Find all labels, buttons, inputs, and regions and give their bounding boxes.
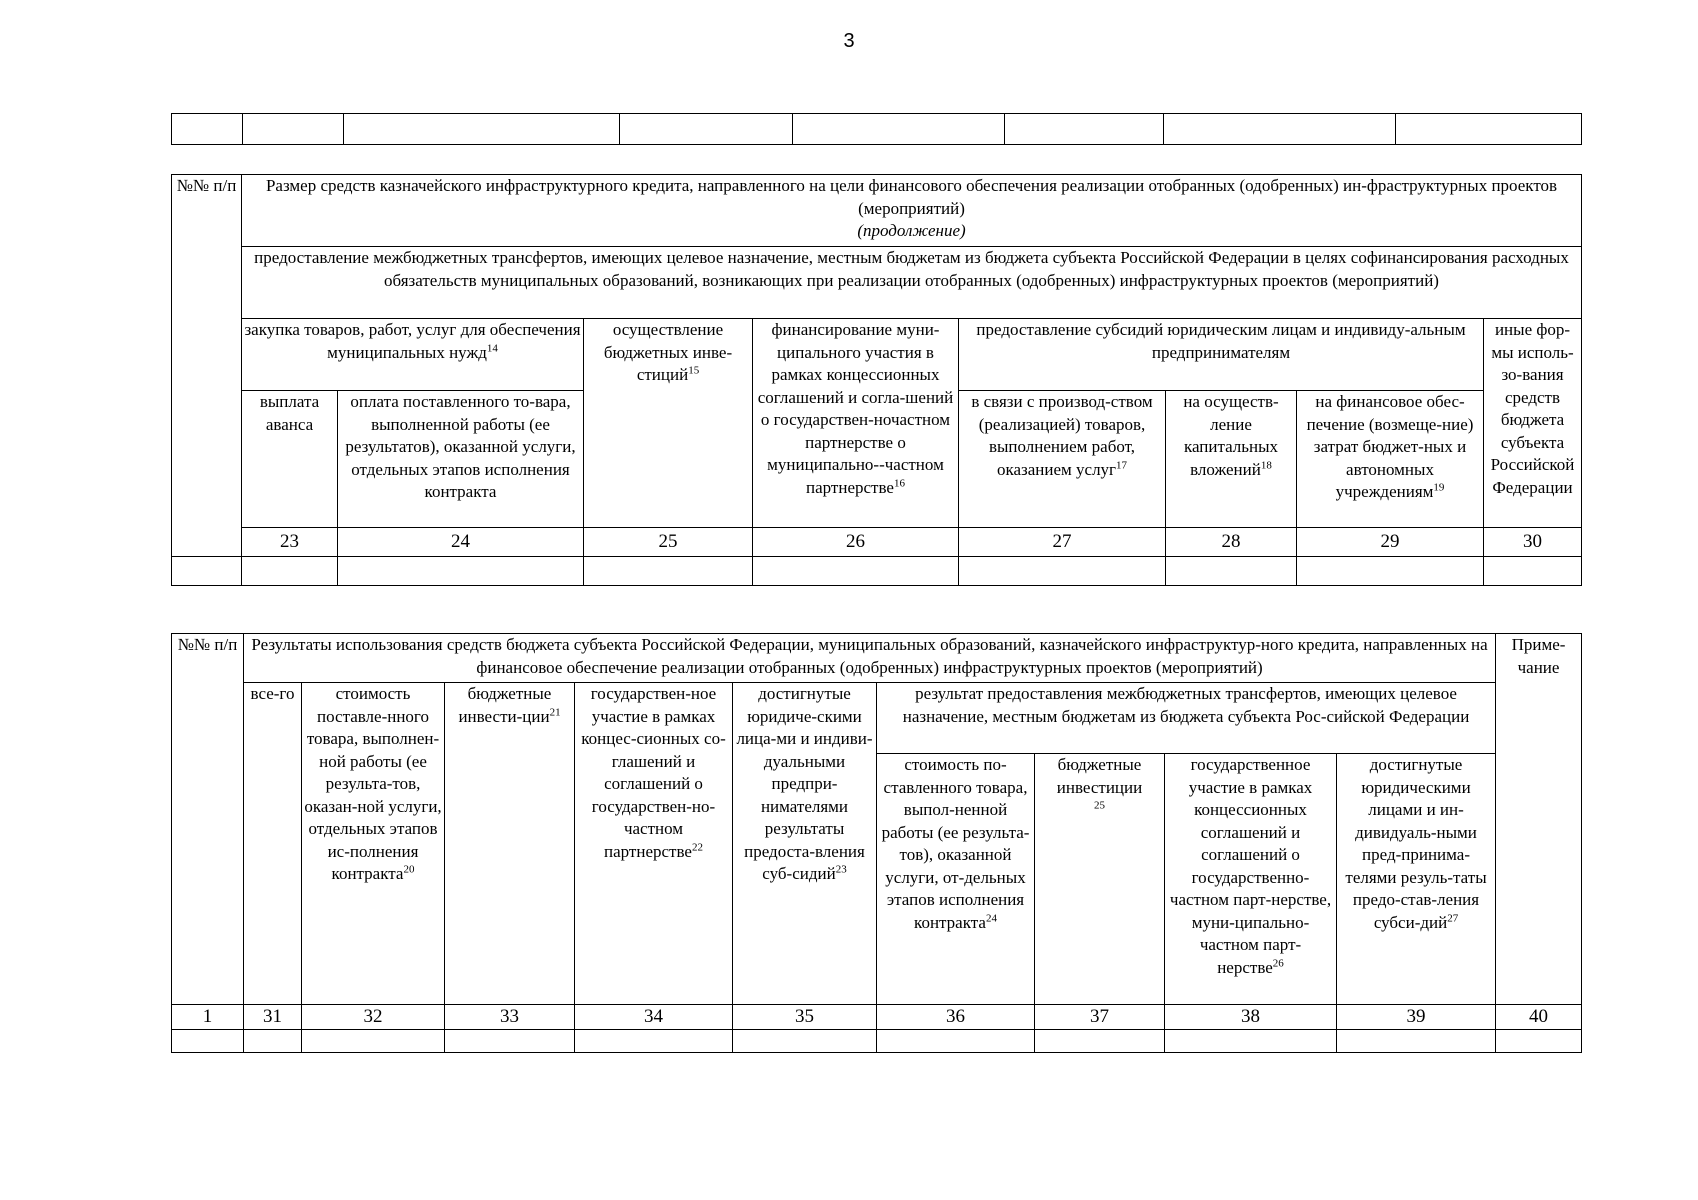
- footnote-ref: 15: [688, 364, 700, 377]
- table-cell: [620, 114, 793, 145]
- credit-size-title-text: Размер средств казначейского инфраструктурного кредита, направленного на цели финансового обеспечения реализации отобранных (одобренных) ин-фраструктурных проектов (мероприятий): [265, 176, 1558, 218]
- table-row: [172, 1030, 1582, 1053]
- table-cell: [344, 114, 620, 145]
- note-header: Приме-чание: [1496, 634, 1582, 1005]
- page-number: 3: [843, 30, 855, 52]
- credit-size-title: [242, 175, 1582, 247]
- footnote-ref: 19: [1433, 481, 1445, 494]
- transfer-investments-header: [1035, 754, 1165, 1005]
- table-cell: [172, 114, 243, 145]
- budget-investments-label: осуществление бюджетных инве-стиций: [603, 320, 733, 384]
- column-number: 35: [733, 1005, 877, 1030]
- contract-payment-header: оплата поставленного то-вара, выполненной работы (ее результатов), оказанной услуги, отдельных этапов исполнения контракта: [338, 391, 584, 528]
- credit-size-table: [171, 174, 1582, 586]
- results-table: [171, 633, 1582, 1053]
- row-number-header: №№ п/п: [172, 634, 244, 1005]
- table-row: [172, 114, 1582, 145]
- budget-investments-label: бюджетные инвести-ции: [458, 684, 552, 726]
- table-cell: [584, 557, 753, 586]
- column-number: 23: [242, 528, 338, 557]
- footnote-ref: 22: [691, 840, 703, 853]
- footnote-ref: 26: [1272, 956, 1284, 969]
- budget-investments-header: [584, 319, 753, 528]
- row-number-header: №№ п/п: [172, 175, 242, 557]
- table-cell: [1337, 1030, 1496, 1053]
- table-cell: [172, 1030, 244, 1053]
- capital-investment-header: [1166, 391, 1297, 528]
- table-cell: [1496, 1030, 1582, 1053]
- column-number: 31: [244, 1005, 302, 1030]
- table-cell: [244, 1030, 302, 1053]
- advance-payment-header: выплата аванса: [242, 391, 338, 528]
- continuation-table: [171, 113, 1582, 145]
- table-cell: [1484, 557, 1582, 586]
- table-cell: [1166, 557, 1297, 586]
- footnote-ref: 27: [1447, 911, 1459, 924]
- column-number: 33: [445, 1005, 575, 1030]
- column-number: 1: [172, 1005, 244, 1030]
- continuation-label: (продолжение): [857, 221, 966, 240]
- achieved-results-label: достигнутые юридиче-скими лица-ми и индиви-дуальными предпри-нимателями результаты предоста-вления суб-сидий: [736, 684, 873, 883]
- state-participation-header: [575, 683, 733, 1005]
- transfer-cost-header: [877, 754, 1035, 1005]
- table-cell: [445, 1030, 575, 1053]
- column-number: 27: [959, 528, 1166, 557]
- production-subsidy-label: в связи с производ-ством (реализацией) товаров, выполнением работ, оказанием услуг: [971, 392, 1153, 479]
- column-number: 40: [1496, 1005, 1582, 1030]
- table-cell: [242, 557, 338, 586]
- concession-financing-header: [753, 319, 959, 528]
- other-forms-header: иные фор-мы исполь-зо-вания средств бюджета субъекта Российской Федерации: [1484, 319, 1582, 528]
- table-cell: [733, 1030, 877, 1053]
- table-cell: [877, 1030, 1035, 1053]
- table-cell: [1164, 114, 1396, 145]
- table-cell: [1035, 1030, 1165, 1053]
- table-cell: [338, 557, 584, 586]
- column-number: 29: [1297, 528, 1484, 557]
- purchase-group-label: закупка товаров, работ, услуг для обеспечения муниципальных нужд: [244, 320, 581, 362]
- table-cell: [1396, 114, 1582, 145]
- results-title: Результаты использования средств бюджета субъекта Российской Федерации, муниципальных образований, казначейского инфраструктур-ного кредита, направленных на финансовое обеспечение реализации отобранных (одобренных) инфраструктурных проектов (мероприятий): [244, 634, 1496, 683]
- column-number: 30: [1484, 528, 1582, 557]
- cost-header: [302, 683, 445, 1005]
- transfers-subtitle: предоставление межбюджетных трансфертов, имеющих целевое назначение, местным бюджетам из бюджета субъекта Российской Федерации в целях софинансирования расходных обязательств муниципальных образований, возникающих при реализации отобранных (одобренных) инфраструктурных проектов (мероприятий): [242, 247, 1582, 319]
- transfer-achieved-results-label: достигнутые юридическими лицами и ин-дивидуаль-ными пред-принима-телями резуль-таты предо-став-ления субси-дий: [1345, 755, 1487, 932]
- footnote-ref: 23: [835, 863, 847, 876]
- transfer-investments-label: бюджетные инвестиции: [1056, 755, 1143, 797]
- footnote-ref: 21: [549, 705, 561, 718]
- column-number: 36: [877, 1005, 1035, 1030]
- table-row: [172, 557, 1582, 586]
- subsidies-group-header: предоставление субсидий юридическим лицам и индивиду-альным предпринимателям: [959, 319, 1484, 391]
- cost-label: стоимость поставле-нного товара, выполнен-ной работы (ее результа-тов, оказан-ной услуги, отдельных этапов ис-полнения контракта: [304, 684, 442, 883]
- state-participation-label: государствен-ное участие в рамках концес-сионных со-глашений и соглашений о государствен-но-частном партнерстве: [581, 684, 726, 861]
- footnote-ref: 17: [1116, 458, 1128, 471]
- capital-investment-label: на осуществ-ление капитальных вложений: [1183, 392, 1279, 479]
- footnote-ref: 18: [1260, 458, 1272, 471]
- transfer-achieved-results-header: [1337, 754, 1496, 1005]
- purchase-group-header: [242, 319, 584, 391]
- table-cell: [753, 557, 959, 586]
- column-number: 34: [575, 1005, 733, 1030]
- column-number: 28: [1166, 528, 1297, 557]
- table-cell: [1297, 557, 1484, 586]
- footnote-ref: 24: [985, 911, 997, 924]
- institution-financing-header: [1297, 391, 1484, 528]
- transfer-state-participation-header: [1165, 754, 1337, 1005]
- transfer-state-participation-label: государственное участие в рамках концессионных соглашений и соглашений о государственно-частном парт-нерстве, муни-ципально-частном парт-нерстве: [1169, 755, 1332, 977]
- footnote-ref: 25: [1094, 799, 1105, 812]
- table-cell: [302, 1030, 445, 1053]
- table-cell: [793, 114, 1005, 145]
- footnote-ref: 14: [486, 341, 498, 354]
- institution-financing-label: на финансовое обес-печение (возмеще-ние) затрат бюджет-ных и автономных учреждениям: [1306, 392, 1474, 501]
- achieved-results-header: [733, 683, 877, 1005]
- table-cell: [172, 557, 242, 586]
- table-cell: [1165, 1030, 1337, 1053]
- column-number: 37: [1035, 1005, 1165, 1030]
- column-number: 25: [584, 528, 753, 557]
- transfer-result-group-header: результат предоставления межбюджетных трансфертов, имеющих целевое назначение, местным бюджетам из бюджета субъекта Рос-сийской Федерации: [877, 683, 1496, 754]
- column-number-row: [172, 528, 1582, 557]
- table-cell: [959, 557, 1166, 586]
- column-number: 38: [1165, 1005, 1337, 1030]
- table-cell: [1005, 114, 1164, 145]
- column-number-row: [172, 1005, 1582, 1030]
- column-number: 32: [302, 1005, 445, 1030]
- transfer-cost-label: стоимость по-ставленного товара, выпол-ненной работы (ее результа-тов), оказанной услуги, от-дельных этапов исполнения контракта: [881, 755, 1030, 932]
- footnote-ref: 20: [403, 863, 415, 876]
- column-number: 26: [753, 528, 959, 557]
- concession-financing-label: финансирование муни-ципального участия в рамках концессионных соглашений и согла-шений о государствен-ночастном партнерстве о муниципально--частном партнерстве: [757, 320, 954, 497]
- table-cell: [243, 114, 344, 145]
- table-cell: [575, 1030, 733, 1053]
- total-header: все-го: [244, 683, 302, 1005]
- footnote-ref: 16: [893, 476, 905, 489]
- column-number: 24: [338, 528, 584, 557]
- column-number: 39: [1337, 1005, 1496, 1030]
- budget-investments-header: [445, 683, 575, 1005]
- production-subsidy-header: [959, 391, 1166, 528]
